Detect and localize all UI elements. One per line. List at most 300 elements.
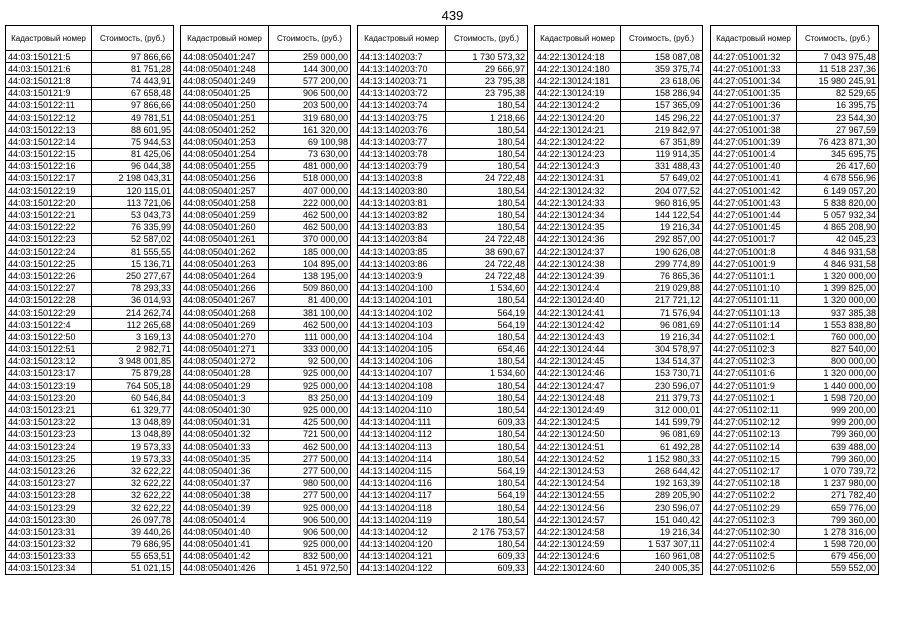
cadastral-number-cell: 44:22:130124:6 [535, 550, 621, 562]
cadastral-number-cell: 44:13:140204:104 [358, 331, 446, 343]
table-row [358, 404, 528, 416]
cost-cell: 559 552,00 [797, 562, 879, 574]
cost-cell: 144 300,00 [269, 63, 351, 75]
table-row [181, 331, 351, 343]
table-row [358, 392, 528, 404]
cadastral-number-cell: 44:13:140204:117 [358, 489, 446, 501]
cost-cell: 67 351,89 [621, 136, 703, 148]
table-row [711, 428, 879, 440]
cost-cell: 180,54 [446, 355, 528, 367]
header-cost: Стоимость, (руб.) [446, 26, 528, 51]
cadastral-number-cell: 44:13:140203:78 [358, 148, 446, 160]
table-row [6, 550, 174, 562]
cadastral-number-cell: 44:08:050401:270 [181, 331, 269, 343]
cost-cell: 271 782,40 [797, 489, 879, 501]
cadastral-number-cell: 44:08:050401:33 [181, 441, 269, 453]
cost-cell: 76 423 871,30 [797, 136, 879, 148]
cost-cell: 345 695,75 [797, 148, 879, 160]
cost-cell: 26 097,78 [92, 514, 174, 526]
cadastral-number-cell: 44:03:150123:22 [6, 416, 92, 428]
table-row [535, 465, 703, 477]
table-row [6, 526, 174, 538]
cost-cell: 659 776,00 [797, 501, 879, 513]
cadastral-number-cell: 44:27:051101:1 [711, 270, 797, 282]
table-row [535, 294, 703, 306]
cadastral-number-cell: 44:08:050401:267 [181, 294, 269, 306]
table-row [6, 111, 174, 123]
cadastral-number-cell: 44:08:050401:40 [181, 526, 269, 538]
table-row [358, 367, 528, 379]
table-row [358, 489, 528, 501]
cost-cell: 268 644,42 [621, 465, 703, 477]
cost-cell: 151 040,42 [621, 514, 703, 526]
cost-cell: 61 492,28 [621, 441, 703, 453]
header-cadastral-number: Кадастровый номер [535, 26, 621, 51]
table-row [711, 197, 879, 209]
table-row [358, 51, 528, 63]
table-row [181, 111, 351, 123]
cadastral-table-4 [534, 25, 703, 575]
cost-cell: 1 440 000,00 [797, 380, 879, 392]
cost-cell: 4 865 208,90 [797, 221, 879, 233]
table-row [535, 124, 703, 136]
table-row [535, 489, 703, 501]
cost-cell: 81 425,06 [92, 148, 174, 160]
cost-cell: 120 115,01 [92, 185, 174, 197]
cadastral-number-cell: 44:08:050401:3 [181, 392, 269, 404]
table-row [181, 185, 351, 197]
cost-cell: 19 573,33 [92, 453, 174, 465]
table-row [6, 514, 174, 526]
table-row [6, 282, 174, 294]
table-row [358, 75, 528, 87]
table-row [535, 233, 703, 245]
cost-cell: 312 000,01 [621, 404, 703, 416]
table-row [535, 380, 703, 392]
cost-cell: 81 555,55 [92, 246, 174, 258]
cost-cell: 211 379,73 [621, 392, 703, 404]
cost-cell: 564,19 [446, 465, 528, 477]
cost-cell: 654,46 [446, 343, 528, 355]
table-row [181, 209, 351, 221]
cost-cell: 180,54 [446, 392, 528, 404]
cadastral-number-cell: 44:13:140204:100 [358, 282, 446, 294]
cadastral-number-cell: 44:27:051102:3 [711, 514, 797, 526]
cost-cell: 799 360,00 [797, 453, 879, 465]
table-row [535, 343, 703, 355]
table-row [6, 160, 174, 172]
cadastral-number-cell: 44:03:150123:12 [6, 355, 92, 367]
table-row [6, 124, 174, 136]
cadastral-number-cell: 44:08:050401:32 [181, 428, 269, 440]
table-row [181, 172, 351, 184]
table-row [711, 319, 879, 331]
table-row [711, 160, 879, 172]
table-row [358, 136, 528, 148]
cadastral-number-cell: 44:03:150121:5 [6, 51, 92, 63]
cost-cell: 407 000,00 [269, 185, 351, 197]
table-row [535, 209, 703, 221]
cost-cell: 52 587,02 [92, 233, 174, 245]
table-row [358, 526, 528, 538]
table-row [535, 270, 703, 282]
cadastral-number-cell: 44:13:140204:103 [358, 319, 446, 331]
cadastral-number-cell: 44:03:150122:16 [6, 160, 92, 172]
table-row [181, 526, 351, 538]
cadastral-number-cell: 44:27:051001:7 [711, 233, 797, 245]
cadastral-number-cell: 44:27:051102:3 [711, 355, 797, 367]
cadastral-number-cell: 44:22:130124:54 [535, 477, 621, 489]
cadastral-number-cell: 44:08:050401:25 [181, 87, 269, 99]
cost-cell: 26 417,60 [797, 160, 879, 172]
cost-cell: 219 842,97 [621, 124, 703, 136]
table-row [6, 562, 174, 574]
cost-cell: 104 895,00 [269, 258, 351, 270]
cost-cell: 1 320 000,00 [797, 367, 879, 379]
table-row [181, 477, 351, 489]
table-row [181, 380, 351, 392]
table-row [181, 319, 351, 331]
cadastral-number-cell: 44:22:130124:21 [535, 124, 621, 136]
table-row [181, 197, 351, 209]
table-row [358, 428, 528, 440]
table-row [181, 258, 351, 270]
cost-cell: 359 375,74 [621, 63, 703, 75]
table-row [181, 489, 351, 501]
cadastral-number-cell: 44:13:140204:106 [358, 355, 446, 367]
cost-cell: 4 846 931,58 [797, 258, 879, 270]
cadastral-number-cell: 44:03:150122:19 [6, 185, 92, 197]
cost-cell: 1 537 307,11 [621, 538, 703, 550]
table-row [535, 148, 703, 160]
cost-cell: 78 293,33 [92, 282, 174, 294]
cost-cell: 609,33 [446, 416, 528, 428]
cadastral-number-cell: 44:22:130124:3 [535, 160, 621, 172]
cadastral-number-cell: 44:13:140203:86 [358, 258, 446, 270]
cadastral-number-cell: 44:22:130124:56 [535, 501, 621, 513]
cost-cell: 73 630,00 [269, 148, 351, 160]
cost-cell: 67 658,48 [92, 87, 174, 99]
cost-cell: 29 666,97 [446, 63, 528, 75]
cost-cell: 230 596,07 [621, 501, 703, 513]
cadastral-number-cell: 44:08:050401:262 [181, 246, 269, 258]
cadastral-number-cell: 44:08:050401:39 [181, 501, 269, 513]
cadastral-number-cell: 44:08:050401:30 [181, 404, 269, 416]
table-row [711, 51, 879, 63]
header-cost: Стоимость, (руб.) [92, 26, 174, 51]
table-row [358, 172, 528, 184]
table-row [181, 124, 351, 136]
cost-cell: 639 488,00 [797, 441, 879, 453]
cadastral-number-cell: 44:03:150123:31 [6, 526, 92, 538]
header-cost: Стоимость, (руб.) [621, 26, 703, 51]
table-row [711, 331, 879, 343]
cadastral-number-cell: 44:08:050401:31 [181, 416, 269, 428]
cadastral-number-cell: 44:13:140204:118 [358, 501, 446, 513]
cost-cell: 4 678 556,96 [797, 172, 879, 184]
table-row [535, 75, 703, 87]
cadastral-number-cell: 44:13:140203:79 [358, 160, 446, 172]
cadastral-number-cell: 44:03:150122:14 [6, 136, 92, 148]
cost-cell: 277 500,00 [269, 465, 351, 477]
table-row [535, 392, 703, 404]
page-number: 439 [441, 8, 464, 23]
table-row [6, 63, 174, 75]
table-row [711, 441, 879, 453]
cost-cell: 425 500,00 [269, 416, 351, 428]
table-row [358, 185, 528, 197]
cost-cell: 292 857,00 [621, 233, 703, 245]
table-row [535, 355, 703, 367]
cost-cell: 96 081,69 [621, 319, 703, 331]
table-row [6, 441, 174, 453]
cadastral-number-cell: 44:03:150122:27 [6, 282, 92, 294]
cadastral-number-cell: 44:03:150123:30 [6, 514, 92, 526]
table-row [6, 355, 174, 367]
cadastral-number-cell: 44:03:150121:6 [6, 63, 92, 75]
table-row [181, 51, 351, 63]
table-row [535, 514, 703, 526]
cost-cell: 180,54 [446, 331, 528, 343]
cost-cell: 564,19 [446, 306, 528, 318]
cadastral-number-cell: 44:27:051001:43 [711, 197, 797, 209]
table-row [711, 380, 879, 392]
cost-cell: 518 000,00 [269, 172, 351, 184]
cost-cell: 92 500,00 [269, 355, 351, 367]
table-row [711, 367, 879, 379]
cadastral-number-cell: 44:27:051102:1 [711, 331, 797, 343]
table-row [711, 526, 879, 538]
table-row [535, 111, 703, 123]
cost-cell: 141 599,79 [621, 416, 703, 428]
cadastral-number-cell: 44:13:140204:108 [358, 380, 446, 392]
cadastral-number-cell: 44:03:150122:4 [6, 319, 92, 331]
cadastral-number-cell: 44:13:140204:122 [358, 562, 446, 574]
cost-cell: 180,54 [446, 124, 528, 136]
cadastral-number-cell: 44:03:150123:23 [6, 428, 92, 440]
table-row [358, 355, 528, 367]
table-row [535, 172, 703, 184]
cost-cell: 180,54 [446, 160, 528, 172]
cost-cell: 74 443,91 [92, 75, 174, 87]
cadastral-number-cell: 44:13:140203:84 [358, 233, 446, 245]
cost-cell: 180,54 [446, 428, 528, 440]
cost-cell: 97 866,66 [92, 99, 174, 111]
cost-cell: 24 722,48 [446, 172, 528, 184]
cadastral-number-cell: 44:08:050401:263 [181, 258, 269, 270]
table-row [181, 514, 351, 526]
table-row [358, 380, 528, 392]
table-row [358, 63, 528, 75]
cadastral-number-cell: 44:13:140203:8 [358, 172, 446, 184]
cadastral-number-cell: 44:03:150123:21 [6, 404, 92, 416]
table-row [711, 514, 879, 526]
cost-cell: 462 500,00 [269, 209, 351, 221]
cost-cell: 180,54 [446, 99, 528, 111]
cadastral-number-cell: 44:27:051001:32 [711, 51, 797, 63]
table-row [358, 331, 528, 343]
cadastral-number-cell: 44:22:130124:42 [535, 319, 621, 331]
header-cadastral-number: Кадастровый номер [711, 26, 797, 51]
table-row [6, 428, 174, 440]
cadastral-number-cell: 44:13:140203:75 [358, 111, 446, 123]
table-row [6, 489, 174, 501]
cadastral-number-cell: 44:03:150123:17 [6, 367, 92, 379]
cadastral-number-cell: 44:03:150122:15 [6, 148, 92, 160]
cost-cell: 564,19 [446, 489, 528, 501]
table-row [181, 441, 351, 453]
cadastral-number-cell: 44:13:140204:115 [358, 465, 446, 477]
cadastral-number-cell: 44:13:140204:121 [358, 550, 446, 562]
cost-cell: 19 573,33 [92, 441, 174, 453]
table-row [535, 416, 703, 428]
cost-cell: 1 218,66 [446, 111, 528, 123]
cost-cell: 906 500,00 [269, 87, 351, 99]
cadastral-number-cell: 44:03:150122:25 [6, 258, 92, 270]
cadastral-number-cell: 44:22:130124:34 [535, 209, 621, 221]
table-row [6, 221, 174, 233]
cadastral-number-cell: 44:08:050401:248 [181, 63, 269, 75]
cost-cell: 462 500,00 [269, 319, 351, 331]
table-row [535, 538, 703, 550]
cost-cell: 799 360,00 [797, 428, 879, 440]
table-row [6, 136, 174, 148]
cadastral-number-cell: 44:08:050401:250 [181, 99, 269, 111]
cadastral-number-cell: 44:03:150122:13 [6, 124, 92, 136]
cost-cell: 1 598 720,00 [797, 538, 879, 550]
cost-cell: 96 081,69 [621, 428, 703, 440]
table-row [535, 477, 703, 489]
cost-cell: 158 087,08 [621, 51, 703, 63]
cost-cell: 19 216,34 [621, 526, 703, 538]
cost-cell: 3 169,13 [92, 331, 174, 343]
table-row [711, 550, 879, 562]
cost-cell: 180,54 [446, 209, 528, 221]
cost-cell: 69 100,98 [269, 136, 351, 148]
cost-cell: 240 005,35 [621, 562, 703, 574]
cadastral-table-2 [180, 25, 351, 575]
cost-cell: 925 000,00 [269, 380, 351, 392]
table-row [181, 453, 351, 465]
table-row [358, 441, 528, 453]
table-row [6, 185, 174, 197]
cadastral-number-cell: 44:27:051102:11 [711, 404, 797, 416]
table-row [358, 209, 528, 221]
table-row [711, 538, 879, 550]
cadastral-number-cell: 44:08:050401:268 [181, 306, 269, 318]
cadastral-number-cell: 44:08:050401:251 [181, 111, 269, 123]
cost-cell: 481 000,00 [269, 160, 351, 172]
table-row [535, 526, 703, 538]
table-row [358, 343, 528, 355]
cost-cell: 1 553 838,80 [797, 319, 879, 331]
table-row [711, 404, 879, 416]
cost-cell: 192 163,39 [621, 477, 703, 489]
cadastral-number-cell: 44:27:051001:34 [711, 75, 797, 87]
cadastral-number-cell: 44:08:050401:42 [181, 550, 269, 562]
cadastral-number-cell: 44:22:130124:48 [535, 392, 621, 404]
table-row [535, 453, 703, 465]
table-row [535, 319, 703, 331]
table-row [6, 465, 174, 477]
cadastral-number-cell: 44:27:051102:14 [711, 441, 797, 453]
cost-cell: 277 500,00 [269, 453, 351, 465]
cadastral-number-cell: 44:13:140203:83 [358, 221, 446, 233]
cost-cell: 331 488,43 [621, 160, 703, 172]
cadastral-number-cell: 44:22:130124:32 [535, 185, 621, 197]
cost-cell: 180,54 [446, 136, 528, 148]
cadastral-number-cell: 44:13:140204:12 [358, 526, 446, 538]
table-row [711, 63, 879, 75]
cadastral-number-cell: 44:22:130124:38 [535, 258, 621, 270]
cost-cell: 679 456,00 [797, 550, 879, 562]
cadastral-number-cell: 44:13:140203:72 [358, 87, 446, 99]
table-row [6, 380, 174, 392]
cost-cell: 27 967,59 [797, 124, 879, 136]
cadastral-number-cell: 44:27:051102:5 [711, 550, 797, 562]
table-row [358, 465, 528, 477]
table-row [358, 477, 528, 489]
cost-cell: 7 043 975,48 [797, 51, 879, 63]
cost-cell: 75 879,28 [92, 367, 174, 379]
cost-cell: 82 529,65 [797, 87, 879, 99]
cost-cell: 381 100,00 [269, 306, 351, 318]
cadastral-number-cell: 44:03:150123:28 [6, 489, 92, 501]
cadastral-number-cell: 44:08:050401:35 [181, 453, 269, 465]
cost-cell: 24 722,48 [446, 270, 528, 282]
cost-cell: 180,54 [446, 477, 528, 489]
cost-cell: 800 000,00 [797, 355, 879, 367]
table-row [711, 562, 879, 574]
table-row [358, 538, 528, 550]
cadastral-number-cell: 44:03:150121:8 [6, 75, 92, 87]
cadastral-number-cell: 44:27:051001:8 [711, 246, 797, 258]
cost-cell: 2 176 753,57 [446, 526, 528, 538]
table-row [535, 51, 703, 63]
table-row [535, 160, 703, 172]
cost-cell: 75 944,53 [92, 136, 174, 148]
cost-cell: 1 598 720,00 [797, 392, 879, 404]
table-row [6, 416, 174, 428]
cadastral-number-cell: 44:22:130124:43 [535, 331, 621, 343]
cadastral-number-cell: 44:08:050401:264 [181, 270, 269, 282]
cost-cell: 13 048,89 [92, 428, 174, 440]
cost-cell: 23 795,38 [446, 87, 528, 99]
cost-cell: 180,54 [446, 380, 528, 392]
table-row [358, 501, 528, 513]
cadastral-number-cell: 44:03:150122:22 [6, 221, 92, 233]
table-row [535, 99, 703, 111]
table-row [711, 75, 879, 87]
table-row [6, 75, 174, 87]
cost-cell: 180,54 [446, 453, 528, 465]
cost-cell: 906 500,00 [269, 526, 351, 538]
cadastral-number-cell: 44:22:130124:44 [535, 343, 621, 355]
cadastral-number-cell: 44:27:051102:17 [711, 465, 797, 477]
cadastral-number-cell: 44:22:130124:39 [535, 270, 621, 282]
table-row [6, 331, 174, 343]
table-row [711, 87, 879, 99]
cost-cell: 60 546,84 [92, 392, 174, 404]
table-row [711, 477, 879, 489]
table-row [181, 148, 351, 160]
cadastral-number-cell: 44:03:150123:19 [6, 380, 92, 392]
cost-cell: 49 781,51 [92, 111, 174, 123]
cadastral-number-cell: 44:22:130124:5 [535, 416, 621, 428]
table-row [181, 306, 351, 318]
cost-cell: 999 200,00 [797, 416, 879, 428]
cadastral-number-cell: 44:13:140203:71 [358, 75, 446, 87]
